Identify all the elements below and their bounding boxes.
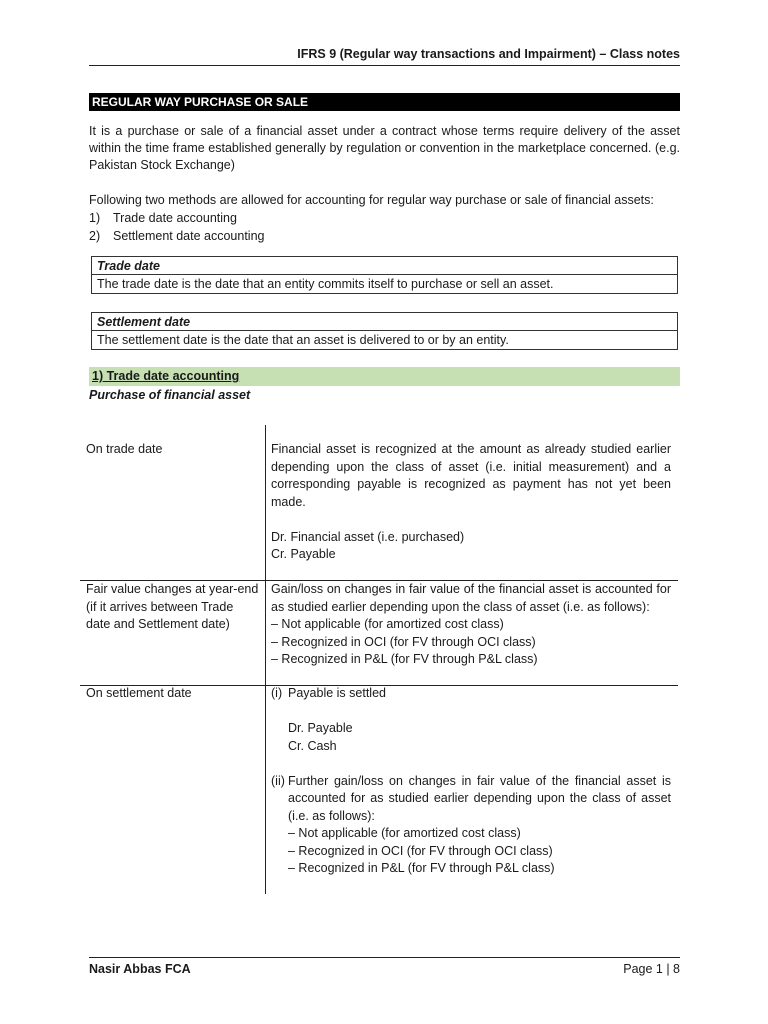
bullet-item: – Not applicable (for amortized cost class)	[271, 617, 504, 631]
item-number: (i)	[271, 686, 283, 700]
item-text: Payable is settled	[288, 686, 386, 700]
row-content-trade-date	[271, 441, 671, 564]
definition-title: Trade date	[92, 257, 677, 275]
bullet-item: – Not applicable (for amortized cost class)	[288, 826, 521, 840]
item-text: Further gain/loss on changes in fair value of the financial asset is accounted for as studied earlier depending upon the class of asset (i.e. as follows):	[288, 773, 671, 823]
row-content-settlement-date	[271, 685, 671, 878]
list-number: 1)	[89, 211, 101, 225]
bullet-item: – Recognized in P&L (for FV through P&L class)	[271, 652, 538, 666]
settlement-date-definition-box	[91, 312, 678, 350]
table-column-divider	[265, 425, 266, 894]
list-item	[89, 227, 265, 245]
definition-paragraph: It is a purchase or sale of a financial asset under a contract whose terms require delivery of the asset within the time frame established generally by regulation or convention in the marketplace concerned. (e.g. Pakistan Stock Exchange)	[89, 124, 680, 172]
journal-entry: Cr. Cash	[288, 738, 337, 753]
footer-divider	[89, 957, 680, 958]
row-label-trade-date: On trade date	[86, 442, 163, 456]
definition-text: The trade date is the date that an entity commits itself to purchase or sell an asset.	[97, 277, 554, 291]
bullet-item: – Recognized in OCI (for FV through OCI class)	[288, 843, 553, 858]
row-label-line: date and Settlement date)	[86, 617, 230, 631]
list-item	[89, 209, 265, 227]
row-paragraph: Gain/loss on changes in fair value of the financial asset is accounted for as studied earlier depending upon the class of asset (i.e. as follows):	[271, 582, 671, 614]
list-label: Settlement date accounting	[113, 229, 265, 243]
list-number: 2)	[89, 229, 101, 243]
section-title: REGULAR WAY PURCHASE OR SALE	[89, 93, 680, 111]
numbered-item	[271, 773, 671, 826]
row-label-line: (if it arrives between Trade	[86, 599, 234, 614]
bullet-item: – Recognized in P&L (for FV through P&L class)	[288, 861, 555, 875]
definition-title: Settlement date	[92, 313, 677, 331]
row-content-fair-value-changes	[271, 581, 671, 669]
methods-intro-paragraph: Following two methods are allowed for accounting for regular way purchase or sale of financial assets:	[89, 193, 654, 207]
trade-date-accounting-heading: 1) Trade date accounting	[89, 367, 680, 386]
item-number: (ii)	[271, 773, 285, 788]
row-label-line: Fair value changes at year-end	[86, 582, 259, 596]
bullet-item: – Recognized in OCI (for FV through OCI class)	[271, 634, 536, 649]
numbered-item	[271, 685, 671, 703]
purchase-subheading: Purchase of financial asset	[89, 388, 251, 402]
row-label-fair-value-changes	[86, 581, 262, 634]
row-label-settlement-date: On settlement date	[86, 686, 192, 700]
trade-date-definition-box	[91, 256, 678, 294]
journal-entry: Cr. Payable	[271, 547, 336, 561]
footer-page-number: Page 1 | 8	[623, 962, 680, 976]
definition-text: The settlement date is the date that an asset is delivered to or by an entity.	[97, 333, 509, 347]
journal-entry: Dr. Financial asset (i.e. purchased)	[271, 529, 465, 544]
methods-list	[89, 209, 265, 245]
running-header: IFRS 9 (Regular way transactions and Impairment) – Class notes	[89, 47, 680, 66]
journal-entry: Dr. Payable	[288, 721, 353, 735]
list-label: Trade date accounting	[113, 211, 237, 225]
footer-author: Nasir Abbas FCA	[89, 962, 191, 976]
row-paragraph: Financial asset is recognized at the amount as already studied earlier depending upon the class of asset (i.e. initial measurement) and a corresponding payable is recognized as payment has not yet been made.	[271, 442, 671, 509]
